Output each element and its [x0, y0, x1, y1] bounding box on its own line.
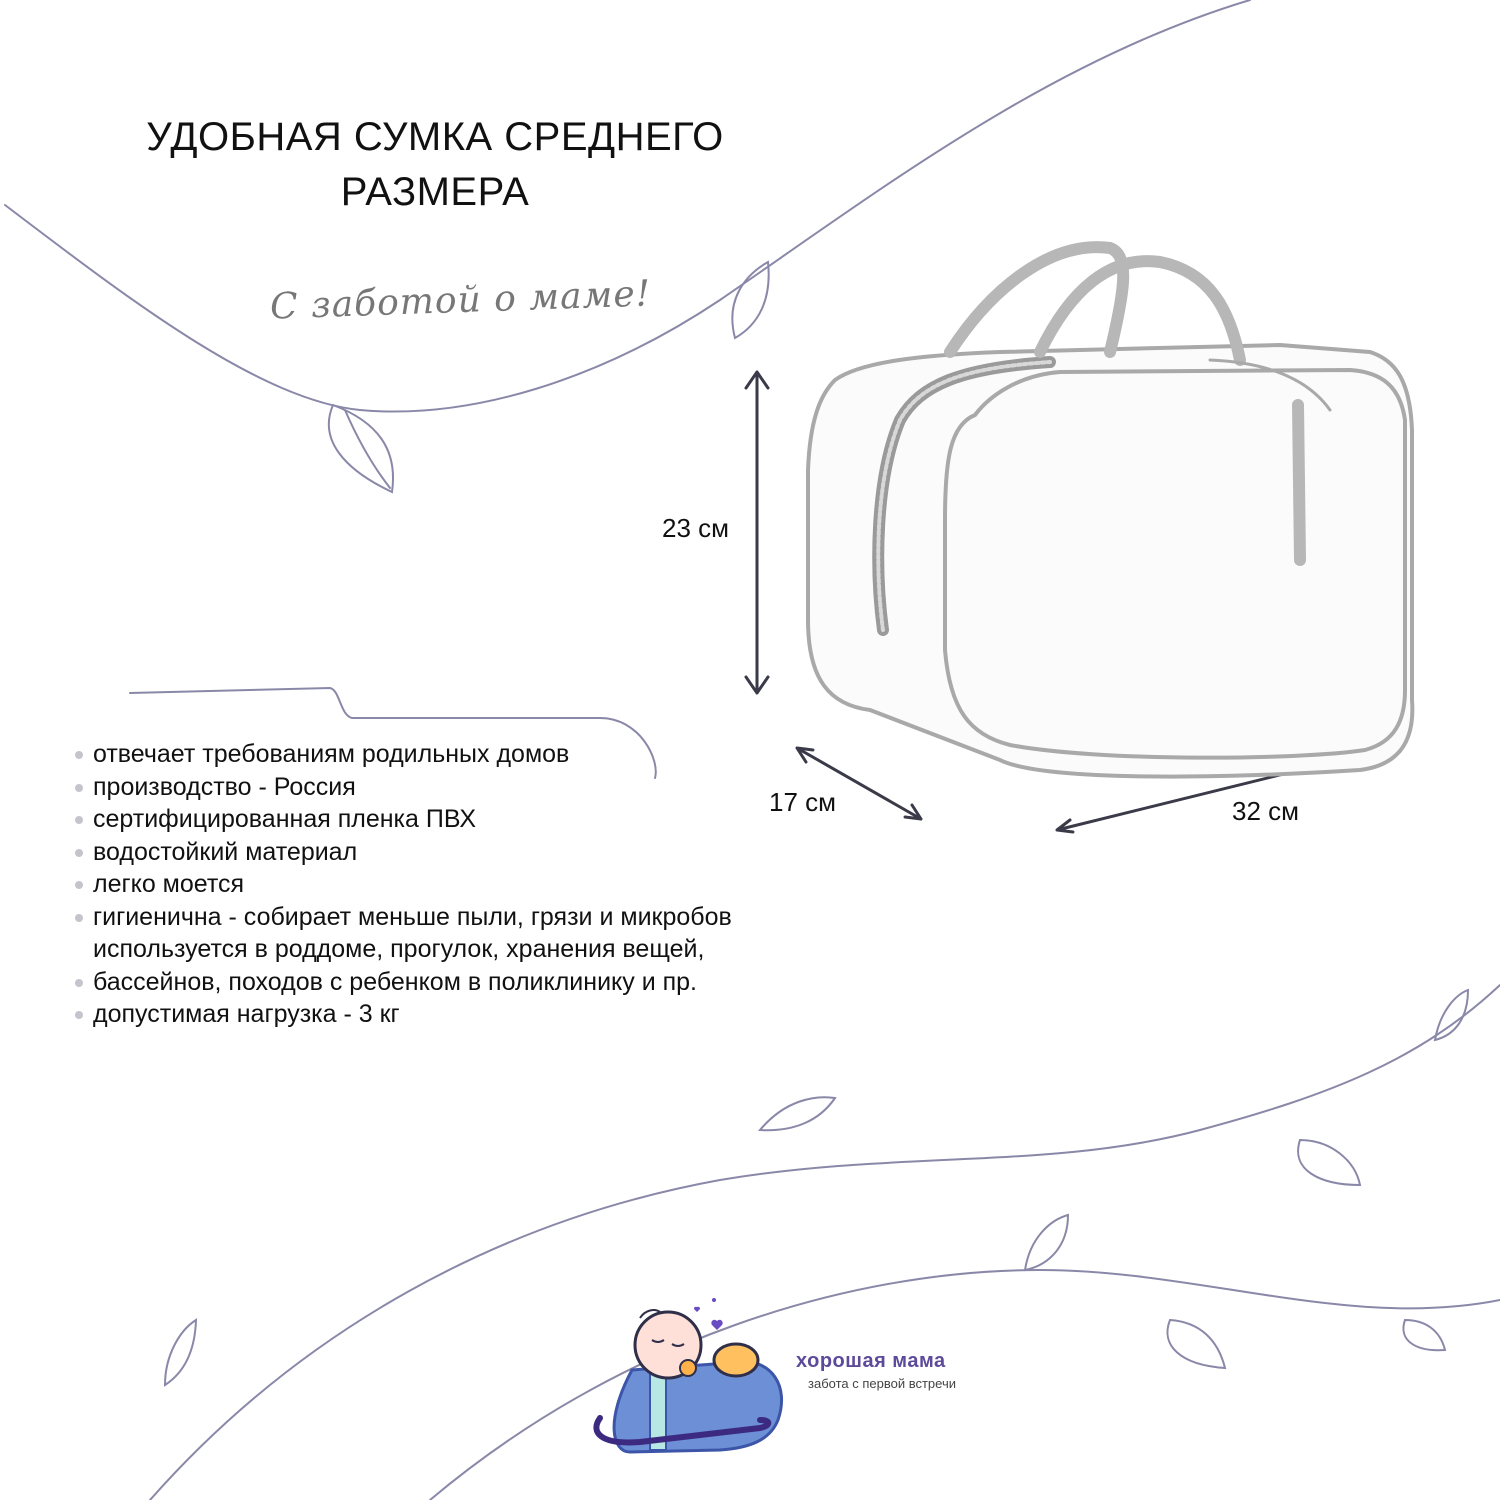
feature-item: допустимая нагрузка - 3 кг: [72, 998, 832, 1031]
feature-item: легко моется: [72, 868, 832, 901]
feature-item: производство - Россия: [72, 771, 832, 804]
brand-name: хорошая мама: [796, 1350, 946, 1372]
feature-list: [72, 738, 832, 1031]
brand-slogan: забота с первой встречи: [808, 1376, 956, 1391]
height-dimension-label: 23 см: [662, 513, 730, 543]
page-title-line-2: РАЗМЕРА: [340, 170, 530, 214]
feature-item: водостойкий материал: [72, 836, 832, 869]
page-title: [90, 110, 780, 220]
vine-bottom: [150, 985, 1500, 1500]
feature-item: используется в роддоме, прогулок, хранения вещей,: [93, 935, 705, 963]
feature-item: бассейнов, походов с ребенком в поликлинику и пр.: [72, 966, 832, 999]
width-dimension-label: 32 см: [1232, 796, 1300, 826]
tagline: С заботой о маме!: [269, 273, 652, 328]
depth-dimension-label: 17 см: [769, 787, 837, 817]
logo-illustration: [596, 1298, 781, 1452]
bag-illustration: [808, 247, 1412, 776]
feature-item: отвечает требованиям родильных домов: [72, 738, 832, 771]
feature-item: гигиенична - собирает меньше пыли, грязи и микробов: [72, 901, 832, 934]
feature-item: сертифицированная пленка ПВХ: [72, 803, 832, 836]
height-arrow: [746, 372, 768, 693]
page-title-line-1: УДОБНАЯ СУМКА СРЕДНЕГО: [146, 115, 724, 159]
